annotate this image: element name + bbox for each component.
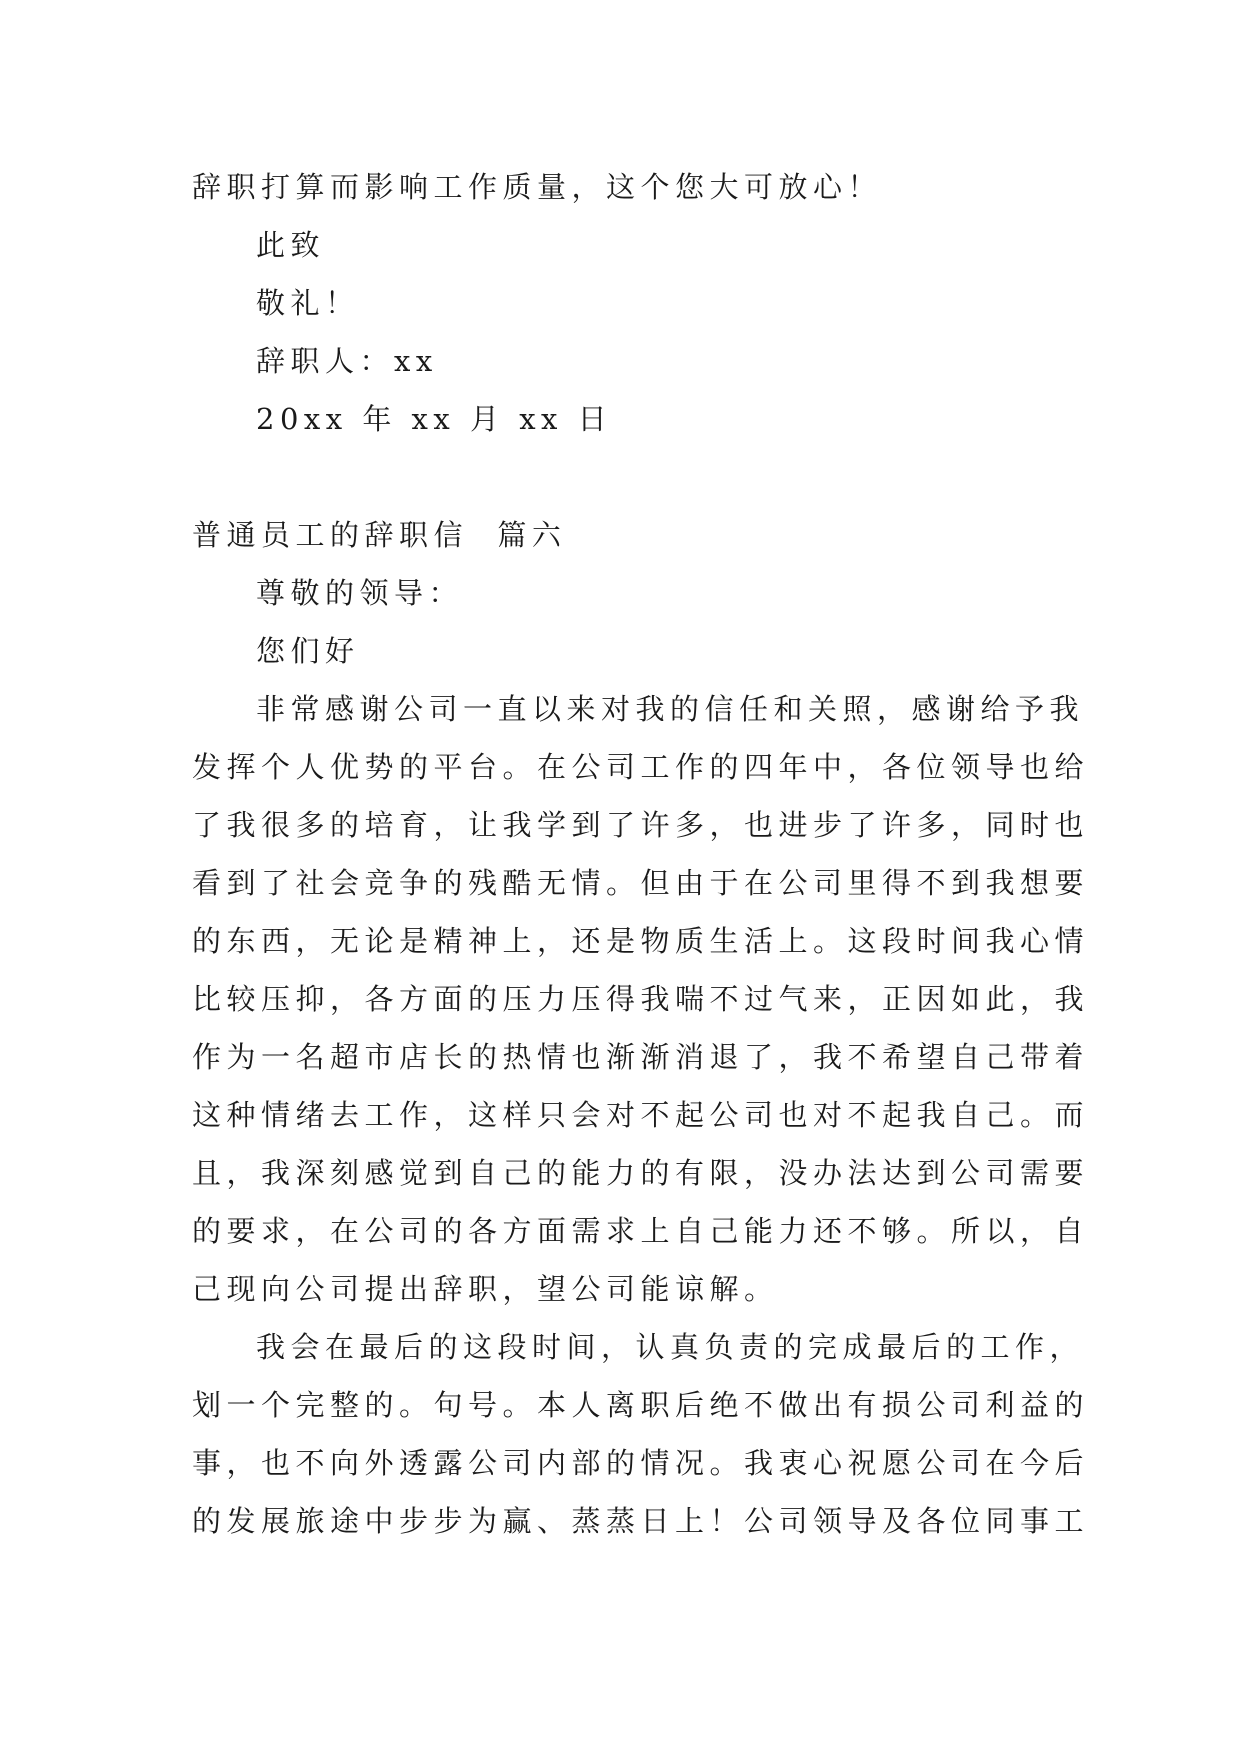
paragraph-1: [192, 680, 1090, 1318]
paragraph-line: 的东西，无论是精神上，还是物质生活上。这段时间我心情: [192, 924, 1090, 958]
signer-line: 辞职人：xx: [256, 344, 438, 378]
paragraph-line: 己现向公司提出辞职，望公司能谅解。: [192, 1272, 779, 1306]
paragraph-line: 的要求，在公司的各方面需求上自己能力还不够。所以，自: [192, 1214, 1090, 1248]
paragraph-2: [192, 1318, 1090, 1550]
paragraph-line: 非常感谢公司一直以来对我的信任和关照，感谢给予我: [256, 692, 1085, 726]
paragraph-line: 事，也不向外透露公司内部的情况。我衷心祝愿公司在今后: [192, 1446, 1090, 1480]
paragraph-line: 且，我深刻感觉到自己的能力的有限，没办法达到公司需要: [192, 1156, 1090, 1190]
date-line: 20xx 年 xx 月 xx 日: [256, 402, 613, 436]
letter-text: [192, 158, 1090, 1550]
section-gap: [192, 448, 1058, 506]
paragraph-line: 比较压抑，各方面的压力压得我喘不过气来，正因如此，我: [192, 982, 1090, 1016]
closing-line: 此致: [256, 228, 326, 262]
paragraph-line: 了我很多的培育，让我学到了许多，也进步了许多，同时也: [192, 808, 1090, 842]
continuation-line: 辞职打算而影响工作质量，这个您大可放心！: [192, 170, 883, 204]
paragraph-line: 划一个完整的。句号。本人离职后绝不做出有损公司利益的: [192, 1388, 1090, 1422]
paragraph-line: 我会在最后的这段时间，认真负责的完成最后的工作，: [256, 1330, 1085, 1364]
section-title: 普通员工的辞职信 篇六: [192, 518, 567, 552]
paragraph-line: 的发展旅途中步步为赢、蒸蒸日上！公司领导及各位同事工: [192, 1504, 1090, 1538]
paragraph-line: 发挥个人优势的平台。在公司工作的四年中，各位领导也给: [192, 750, 1090, 784]
salute-line: 敬礼！: [256, 286, 360, 320]
paragraph-line: 这种情绪去工作，这样只会对不起公司也对不起我自己。而: [192, 1098, 1090, 1132]
salutation-line: 尊敬的领导：: [256, 576, 464, 610]
paragraph-line: 作为一名超市店长的热情也渐渐消退了，我不希望自己带着: [192, 1040, 1090, 1074]
paragraph-line: 看到了社会竞争的残酷无情。但由于在公司里得不到我想要: [192, 866, 1090, 900]
greeting-line: 您们好: [256, 634, 360, 668]
